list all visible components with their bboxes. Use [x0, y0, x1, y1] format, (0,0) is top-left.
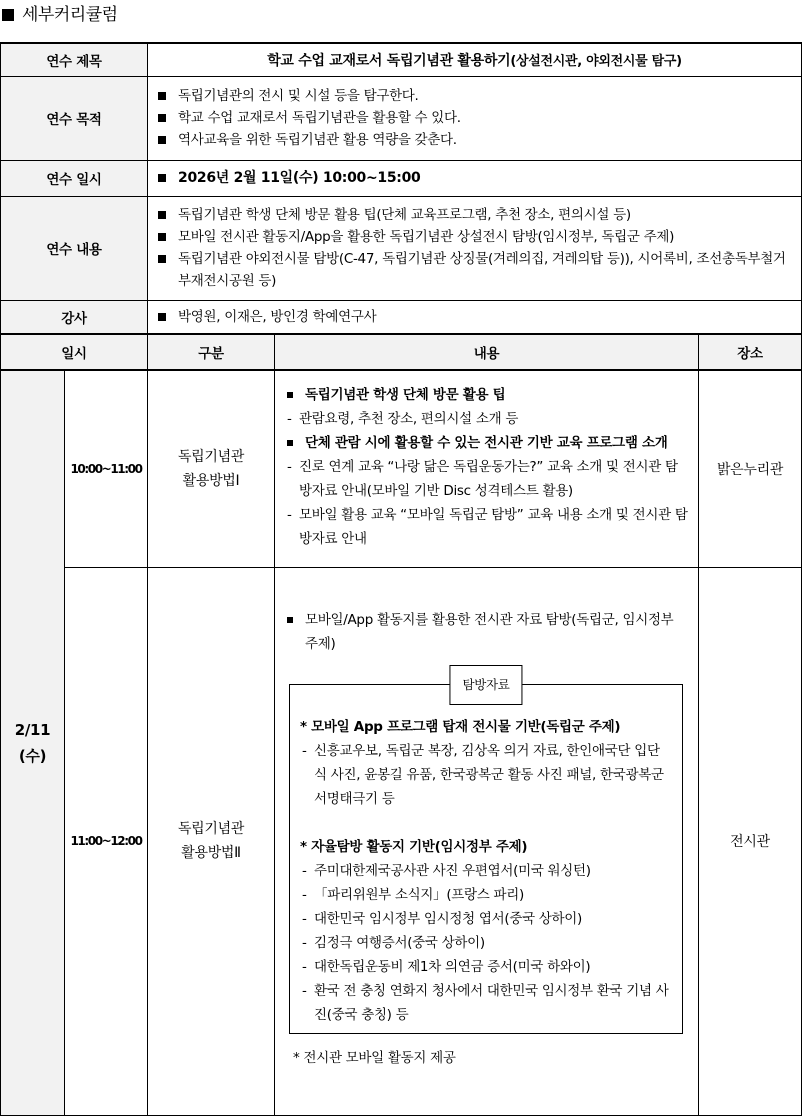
- course-title-main: 학교 수업 교재로서 독립기념관 활용하기: [267, 52, 511, 69]
- box-detail: - 신흥교우보, 독립군 복장, 김상옥 의거 자료, 한인애국단 입단식 사진, 윤봉길 유품, 한국광복군 활동 사진 패널, 한국광복군 서명태극기 등: [300, 739, 672, 811]
- course-title: [148, 43, 802, 76]
- box-detail: - 주미대한제국공사관 사진 우편엽서(미국 워싱턴): [300, 859, 672, 883]
- content-item: 독립기념관 야외전시물 탐방(C-47, 독립기념관 상징물(겨레의집, 겨레의탑 등)), 시어록비, 조선총독부철거부재전시공원 등): [158, 248, 791, 292]
- session-time: 10:00~11:00: [65, 370, 148, 567]
- content-label: 연수 내용: [1, 196, 148, 300]
- box-detail: - 「파리위원부 소식지」(프랑스 파리): [300, 883, 672, 907]
- session-time: 11:00~12:00: [65, 567, 148, 1115]
- content-detail: - 모바일 활용 교육 “모바일 독립군 탐방” 교육 내용 소개 및 전시관 탐방자료 안내: [285, 503, 688, 551]
- category-line: 활용방법Ⅰ: [182, 472, 240, 489]
- box-detail: - 환국 전 충칭 연화지 청사에서 대한민국 임시정부 환국 기념 사진(중국 충칭) 등: [300, 979, 672, 1027]
- header-datetime: 일시: [1, 335, 148, 371]
- date-text: 2/11: [14, 720, 51, 739]
- title-label: 연수 제목: [1, 43, 148, 76]
- info-table: [0, 42, 802, 334]
- footnote: * 전시관 모바일 활동지 제공: [293, 1049, 456, 1066]
- purpose-item: 역사교육을 위한 독립기념관 활용 역량을 갖춘다.: [158, 129, 791, 151]
- category-line: 활용방법Ⅱ: [181, 845, 241, 861]
- header-content: 내용: [275, 335, 699, 371]
- content-list: [148, 196, 802, 300]
- content-detail: - 진로 연계 교육 “나랑 닮은 독립운동가는?” 교육 소개 및 전시관 탐방자료 안내(모바일 기반 Disc 성격테스트 활용): [285, 455, 688, 503]
- box-heading: * 자율탐방 활동지 기반(임시정부 주제): [300, 838, 528, 855]
- session-category: [148, 370, 275, 567]
- box-title: 탐방자료: [449, 665, 522, 705]
- session-place: 밝은누리관: [699, 370, 802, 567]
- box-detail: - 김정극 여행증서(중국 상하이): [300, 931, 672, 955]
- content-detail: - 관람요령, 추천 장소, 편의시설 소개 등: [285, 407, 688, 431]
- date-label: 연수 일시: [1, 160, 148, 196]
- lecturer-label: 강사: [1, 300, 148, 333]
- course-date: 2026년 2월 11일(수) 10:00~15:00: [158, 167, 791, 189]
- square-bullet-icon: [2, 9, 14, 21]
- session-content: [275, 567, 699, 1115]
- purpose-list: [148, 76, 802, 160]
- category-line: 독립기념관: [177, 821, 245, 837]
- box-detail: - 대한민국 임시정부 임시정청 엽서(중국 상하이): [300, 907, 672, 931]
- content-heading: 독립기념관 학생 단체 방문 활용 팁: [285, 383, 688, 407]
- lecturer-cell: [148, 300, 802, 333]
- page-title: [0, 0, 118, 30]
- page-title-text: 세부커리큘럼: [22, 5, 118, 25]
- weekday-text: (수): [18, 746, 47, 765]
- purpose-item: 독립기념관의 전시 및 시설 등을 탐구한다.: [158, 85, 791, 107]
- course-title-sub: (상설전시관, 야외전시물 탐구): [510, 53, 682, 69]
- header-place: 장소: [699, 335, 802, 371]
- purpose-label: 연수 목적: [1, 76, 148, 160]
- content-heading: 단체 관람 시에 활용할 수 있는 전시관 기반 교육 프로그램 소개: [285, 431, 688, 455]
- lecturer-names: 박영원, 이재은, 방인경 학예연구사: [158, 306, 791, 328]
- content-item: 모바일 전시관 활동지/App을 활용한 독립기념관 상설전시 탐방(임시정부, 독립군 주제): [158, 226, 791, 248]
- schedule-table: [0, 334, 802, 1116]
- purpose-item: 학교 수업 교재로서 독립기념관을 활용할 수 있다.: [158, 107, 791, 129]
- exploration-materials-box: [289, 676, 683, 1034]
- schedule-date: [1, 370, 65, 1115]
- box-detail: - 대한독립운동비 제1차 의연금 증서(미국 하와이): [300, 955, 672, 979]
- header-category: 구분: [148, 335, 275, 371]
- content-item: 독립기념관 학생 단체 방문 활용 팁(단체 교육프로그램, 추천 장소, 편의시설 등): [158, 204, 791, 226]
- box-heading: * 모바일 App 프로그램 탑재 전시물 기반(독립군 주제): [300, 718, 621, 735]
- session-content: [275, 370, 699, 567]
- content-heading: 모바일/App 활동지를 활용한 전시관 자료 탐방(독립군, 임시정부 주제): [285, 608, 688, 656]
- category-line: 독립기념관: [177, 448, 245, 465]
- session-place: 전시관: [699, 567, 802, 1115]
- date-cell: [148, 160, 802, 196]
- session-category: [148, 567, 275, 1115]
